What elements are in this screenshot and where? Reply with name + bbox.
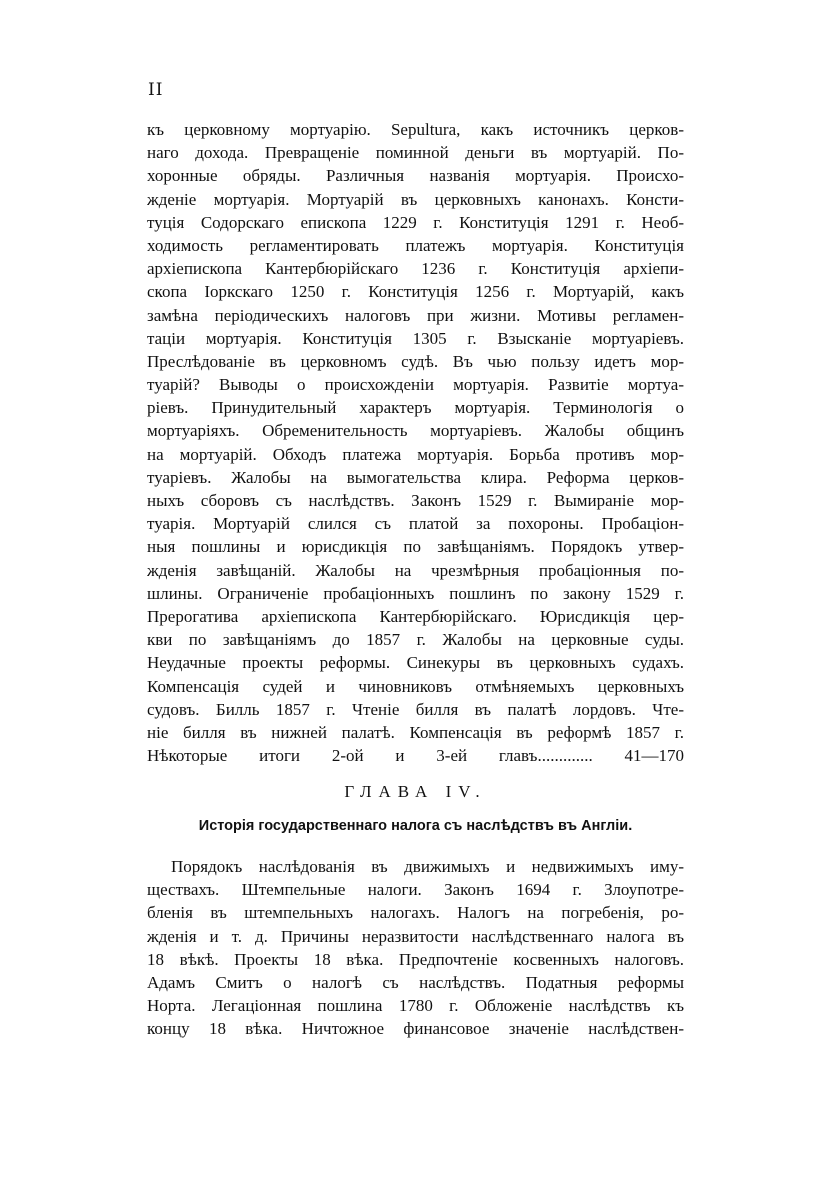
text-line: ніе билля въ нижней палатѣ. Компенсація въ реформѣ 1857 г. [147, 722, 684, 742]
text-line: бленія въ штемпельныхъ налогахъ. Налогъ на погребенія, ро- [147, 903, 684, 923]
chapter-title: ГЛАВА IV. [344, 782, 487, 801]
text-line: туаріевъ. Жалобы на вымогательства клира. Реформа церков- [147, 467, 684, 487]
text-line: судовъ. Билль 1857 г. Чтеніе билля въ палатѣ лордовъ. Чте- [147, 699, 684, 719]
text-line: жденіе мортуарія. Мортуарій въ церковныхъ канонахъ. Консти- [147, 189, 684, 209]
text-line: хоронные обряды. Различныя названія мортуарія. Происхо- [147, 166, 684, 186]
text-line: ныхъ сборовъ съ наслѣдствъ. Законъ 1529 г. Вымираніе мор- [147, 491, 684, 510]
chapter-subtitle: Исторія государственнаго налога съ наслѣдствъ въ Англіи. [198, 818, 633, 834]
text-line: ходимость регламентировать платежъ мортуарія. Конституція [147, 235, 684, 255]
text-line: ріевъ. Принудительный характеръ мортуарія. Терминологія о [147, 398, 684, 418]
text-line: туарія. Мортуарій слился съ платой за похороны. Пробаціон- [147, 514, 684, 534]
text-line: наго дохода. Превращеніе поминной деньги въ мортуарій. По- [147, 143, 684, 163]
toc-continuation-paragraph [147, 118, 684, 767]
text-line: жденія и т. д. Причины неразвитости наслѣдственнаго налога въ [147, 926, 684, 946]
text-line: Порядокъ наслѣдованія въ движимыхъ и недвижимыхъ иму- [171, 857, 684, 876]
text-line: Компенсація судей и чиновниковъ отмѣняемыхъ церковныхъ [147, 676, 684, 696]
text-line: къ церковному мортуарію. Sepultura, какъ источникъ церков- [147, 120, 684, 139]
toc-entry-page-range: Нѣкоторые итоги 2-ой и 3-ей главъ............. 41—170 [147, 746, 684, 766]
text-line: кви по завѣщаніямъ до 1857 г. Жалобы на церковные суды. [147, 630, 684, 650]
text-line: Прерогатива архіепископа Кантербюрійскаго. Юрисдикція цер- [147, 606, 684, 626]
text-line: туарій? Выводы о происхожденіи мортуарія. Развитіе мортуа- [147, 375, 684, 395]
text-line: скопа Іоркскаго 1250 г. Конституція 1256 г. Мортуарій, какъ [147, 282, 684, 302]
chapter-summary-paragraph [147, 855, 684, 1041]
text-line: Норта. Легаціонная пошлина 1780 г. Обложеніе наслѣдствъ къ [147, 996, 684, 1016]
text-line: таціи мортуарія. Конституція 1305 г. Взысканіе мортуаріевъ. [147, 328, 684, 348]
text-line: шлины. Ограниченіе пробаціонныхъ пошлинъ по закону 1529 г. [147, 583, 684, 603]
text-line: ныя пошлины и юрисдикція по завѣщаніямъ. Порядокъ утвер- [147, 537, 684, 557]
text-line: мортуаріяхъ. Обременительность мортуаріевъ. Жалобы общинъ [147, 421, 684, 441]
text-line: Адамъ Смитъ о налогѣ съ наслѣдствъ. Податныя реформы [147, 972, 684, 992]
text-line: Неудачные проекты реформы. Синекуры въ церковныхъ судахъ. [147, 653, 684, 673]
text-line: замѣна періодическихъ налоговъ при жизни. Мотивы регламен- [147, 305, 684, 325]
text-line: Преслѣдованіе въ церковномъ судѣ. Въ чью пользу идетъ мор- [147, 351, 684, 371]
text-line: концу 18 вѣка. Ничтожное финансовое значеніе наслѣдствен- [147, 1019, 684, 1039]
text-line: 18 вѣкѣ. Проекты 18 вѣка. Предпочтеніе косвенныхъ налоговъ. [147, 949, 684, 969]
text-line: архіепископа Кантербюрійскаго 1236 г. Конституція архіепи- [147, 259, 684, 279]
text-line: туція Содорскаго епископа 1229 г. Конституція 1291 г. Необ- [147, 212, 684, 232]
text-line: ществахъ. Штемпельные налоги. Законъ 1694 г. Злоупотре- [147, 880, 684, 900]
text-line: на мортуарій. Обходъ платежа мортуарія. Борьба противъ мор- [147, 444, 684, 464]
text-line: жденія завѣщаній. Жалобы на чрезмѣрныя пробаціонныя по- [147, 560, 684, 580]
page-number: II [148, 80, 164, 100]
